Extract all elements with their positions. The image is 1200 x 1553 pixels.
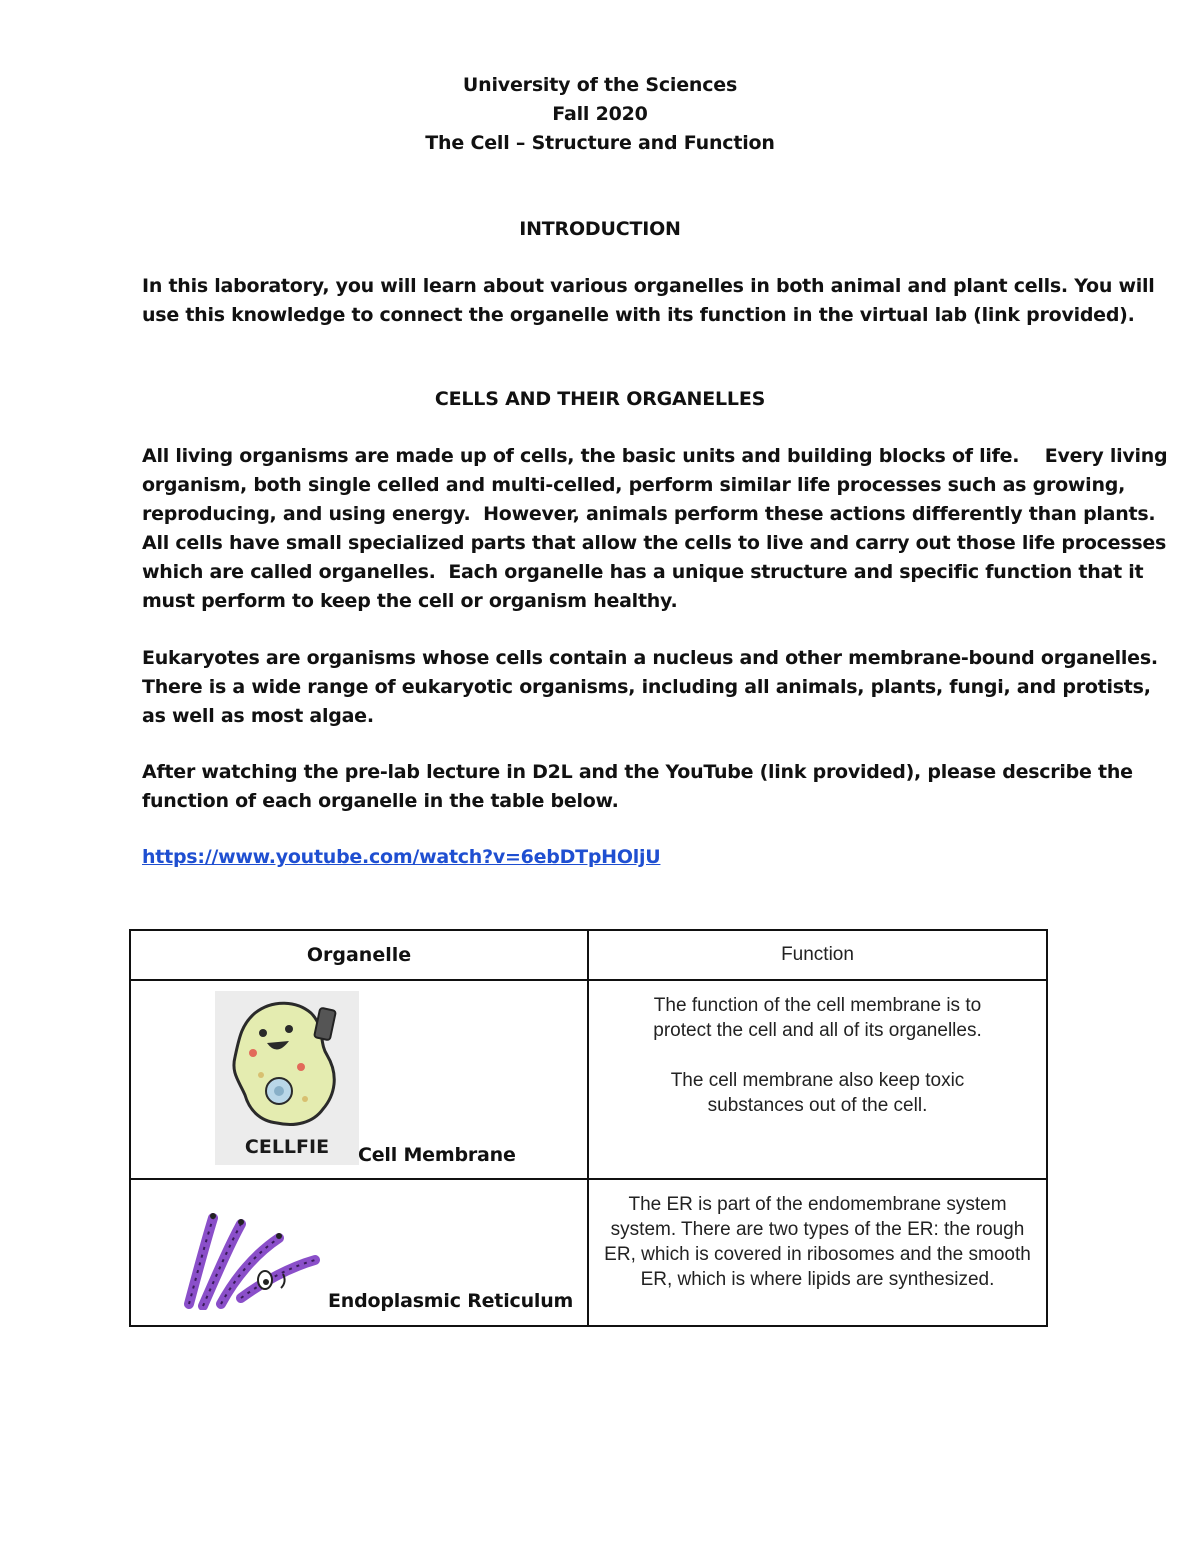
function-text	[589, 1180, 1046, 1292]
intro-line: In this laboratory, you will learn about various organelles in both animal and plant cells. You will	[142, 275, 1155, 297]
function-text	[589, 981, 1046, 1118]
intro-line: use this knowledge to connect the organelle with its function in the virtual lab (link provided).	[142, 304, 1135, 326]
er-image	[183, 1194, 323, 1310]
table-header-row	[130, 930, 1047, 980]
paragraph-line: All cells have small specialized parts that allow the cells to live and carry out those life processes	[142, 532, 1167, 554]
function-paragraph: The function of the cell membrane is to protect the cell and all of its organelles.	[653, 995, 982, 1041]
cells-paragraph-1	[142, 442, 1168, 616]
university-name: University of the Sciences	[462, 74, 738, 96]
paragraph-line: There is a wide range of eukaryotic organisms, including all animals, plants, fungi, and protists,	[142, 676, 1151, 698]
table-row	[130, 980, 1047, 1179]
youtube-link[interactable]: https://www.youtube.com/watch?v=6ebDTpHOljU	[142, 846, 661, 868]
cellfie-image	[215, 991, 359, 1165]
organelle-cell	[130, 980, 588, 1179]
organelle-cell	[130, 1179, 588, 1326]
term: Fall 2020	[552, 103, 648, 125]
header-organelle: Organelle	[130, 930, 588, 980]
function-paragraph: The ER is part of the endomembrane system system. There are two types of the ER: the rough ER, which is covered in ribosomes and the smooth ER, which is where lipids are synthesized.	[604, 1194, 1031, 1290]
intro-paragraph	[142, 272, 1155, 330]
paragraph-line: All living organisms are made up of cells, the basic units and building blocks of life. Every living	[142, 445, 1168, 467]
paragraph-line: Eukaryotes are organisms whose cells contain a nucleus and other membrane-bound organelles.	[142, 647, 1158, 669]
cells-paragraph-3	[142, 758, 1133, 816]
organelle-table	[129, 929, 1048, 1327]
paragraph-line: must perform to keep the cell or organism healthy.	[142, 590, 678, 612]
function-cell	[588, 1179, 1047, 1326]
paragraph-line: reproducing, and using energy. However, animals perform these actions differently than plants.	[142, 503, 1156, 525]
paragraph-line: function of each organelle in the table below.	[142, 790, 619, 812]
paragraph-line: organism, both single celled and multi-celled, perform similar life processes such as growing,	[142, 474, 1126, 496]
cells-paragraph-2	[142, 644, 1158, 731]
cells-heading: CELLS AND THEIR ORGANELLES	[434, 388, 766, 410]
intro-heading: INTRODUCTION	[519, 218, 681, 240]
document-title: The Cell – Structure and Function	[425, 132, 775, 154]
table-row	[130, 1179, 1047, 1326]
function-cell	[588, 980, 1047, 1179]
paragraph-line: which are called organelles. Each organelle has a unique structure and specific function that it	[142, 561, 1144, 583]
header-function: Function	[588, 930, 1047, 980]
organelle-name: Endoplasmic Reticulum	[328, 1290, 574, 1312]
paragraph-line: as well as most algae.	[142, 705, 374, 727]
cellfie-caption: CELLFIE	[244, 1136, 330, 1158]
function-paragraph: The cell membrane also keep toxic substances out of the cell.	[670, 1070, 965, 1116]
organelle-name: Cell Membrane	[358, 1144, 516, 1166]
paragraph-line: After watching the pre-lab lecture in D2L and the YouTube (link provided), please describe the	[142, 761, 1133, 783]
